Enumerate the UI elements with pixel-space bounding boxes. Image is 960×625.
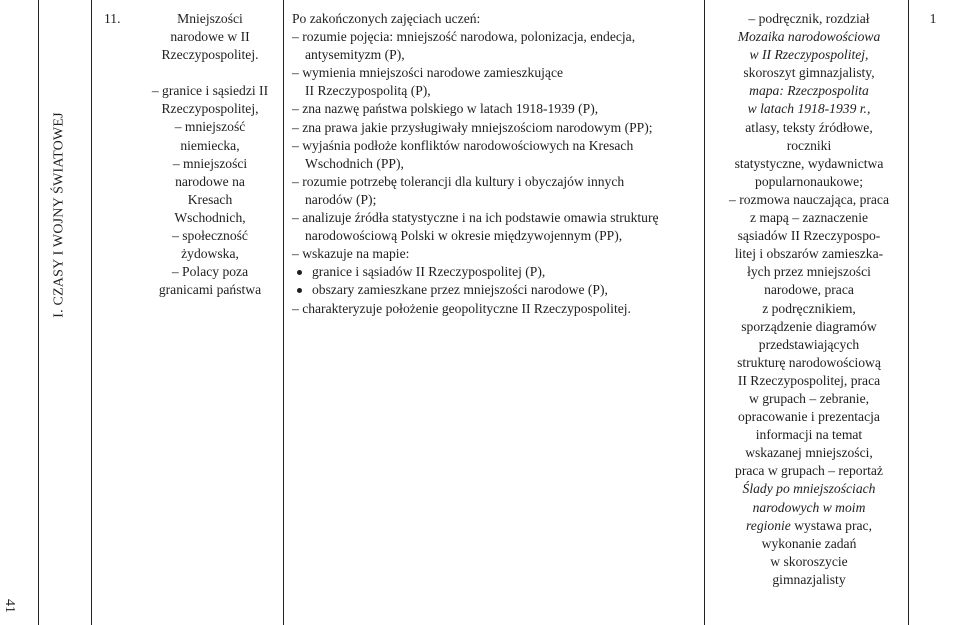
topic-cell — [144, 10, 276, 299]
topic-sub-line: – granice i sąsiedzi II — [151, 83, 269, 99]
materials-cell — [711, 10, 907, 589]
materials-line: narodowe, praca — [764, 282, 854, 298]
materials-line: roczniki — [786, 137, 832, 153]
lesson-number-text: 11. — [104, 11, 121, 26]
materials-line: w II Rzeczypospolitej, — [749, 47, 869, 63]
grid-line — [908, 0, 909, 625]
outcome-line: – wyjaśnia podłoże konfliktów narodowościowych na Kresach — [292, 137, 634, 153]
outcome-line: narodowościową Polski w okresie międzywojennym (PP), — [305, 228, 623, 244]
lesson-number — [104, 10, 134, 28]
page-number — [0, 596, 26, 616]
materials-line: informacji na temat — [755, 427, 863, 443]
materials-line: statystyczne, wydawnictwa — [734, 155, 884, 171]
topic-sub-line: Rzeczypospolitej, — [161, 101, 259, 117]
materials-line: popularnonaukowe; — [755, 173, 863, 189]
outcome-line: narodów (P); — [305, 191, 377, 207]
topic-sub-line: żydowska, — [181, 246, 239, 262]
materials-line: narodowych w moim — [752, 499, 866, 515]
materials-line: strukturę narodowościową — [737, 354, 881, 370]
topic-sub-line: granicami państwa — [158, 282, 262, 298]
outcomes-header: Po zakończonych zajęciach uczeń: — [292, 11, 481, 26]
materials-line: opracowanie i prezentacja — [738, 409, 880, 425]
materials-line-mixed — [711, 517, 907, 535]
outcome-line: antysemityzm (P), — [305, 47, 405, 63]
spacer — [144, 64, 276, 82]
grid-line — [704, 0, 705, 625]
outcome-line: – wymienia mniejszości narodowe zamieszkujące — [292, 65, 564, 81]
topic-sub-line: Wschodnich, — [174, 209, 246, 225]
outcome-bullet-item: granice i sąsiadów II Rzeczypospolitej (P), — [292, 263, 700, 281]
section-label — [40, 0, 80, 430]
grid-line — [38, 0, 39, 625]
topic-sub-line: – mniejszość — [174, 119, 246, 135]
topic-title-line: Mniejszości — [177, 11, 243, 26]
outcome-line: Wschodnich (PP), — [305, 155, 404, 171]
materials-line: przedstawiających — [758, 336, 860, 352]
page-number-text: 41 — [2, 599, 17, 613]
hours-text: 1 — [929, 11, 937, 26]
materials-line: łych przez mniejszości — [747, 264, 871, 280]
materials-line: litej i obszarów zamieszka- — [734, 246, 884, 262]
materials-line: – podręcznik, rozdział — [748, 11, 870, 26]
topic-sub-line: Kresach — [187, 191, 233, 207]
materials-line: Ślady po mniejszościach — [742, 481, 876, 497]
topic-sub-line: – społeczność — [172, 228, 248, 244]
outcome-line: – rozumie potrzebę tolerancji dla kultury i obyczajów innych — [292, 173, 625, 189]
outcomes-cell — [292, 10, 700, 318]
materials-line: praca w grupach – reportaż — [735, 463, 883, 479]
grid-line — [283, 0, 284, 625]
materials-line: II Rzeczypospolitej, praca — [737, 372, 881, 388]
outcome-line: – zna prawa jakie przysługiwały mniejszościom narodowym (PP); — [292, 119, 653, 135]
outcome-line: – rozumie pojęcia: mniejszość narodowa, polonizacja, endecja, — [292, 29, 636, 45]
topic-sub-line: – Polacy poza — [171, 264, 249, 280]
materials-line: w latach 1918-1939 r., — [747, 101, 871, 117]
materials-line: wykonanie zadań — [761, 535, 857, 551]
materials-line: z podręcznikiem, — [762, 300, 856, 316]
grid-line — [91, 0, 92, 625]
materials-line: sąsiadów II Rzeczypospo- — [737, 228, 881, 244]
outcome-bullet-item: obszary zamieszkane przez mniejszości narodowe (P), — [292, 281, 700, 299]
topic-sub-line: niemiecka, — [180, 137, 240, 153]
materials-line: wskazanej mniejszości, — [745, 445, 873, 461]
topic-title-line: Rzeczypospolitej. — [161, 47, 259, 63]
materials-line: skoroszyt gimnazjalisty, — [743, 65, 875, 81]
materials-line: atlasy, teksty źródłowe, — [745, 119, 873, 135]
materials-line: Mozaika narodowościowa — [737, 29, 881, 45]
materials-line: mapa: Rzeczpospolita — [749, 83, 869, 99]
topic-sub-line: – mniejszości — [172, 155, 248, 171]
materials-line: – rozmowa nauczająca, praca — [729, 191, 889, 207]
topic-sub-line: narodowe na — [175, 173, 245, 189]
topic-title-line: narodowe w II — [170, 29, 250, 45]
materials-line: sporządzenie diagramów — [741, 318, 877, 334]
outcome-line: II Rzeczypospolitą (P), — [305, 83, 431, 99]
outcome-line: – zna nazwę państwa polskiego w latach 1918-1939 (P), — [292, 101, 599, 117]
outcome-line: – analizuje źródła statystyczne i na ich podstawie omawia strukturę — [292, 210, 659, 226]
outcome-line: – charakteryzuje położenie geopolityczne II Rzeczypospolitej. — [292, 300, 631, 316]
materials-line: gimnazjalisty — [772, 571, 846, 587]
outcome-line: – wskazuje na mapie: — [292, 246, 410, 262]
section-label-text: I. CZASY I WOJNY ŚWIATOWEJ — [52, 112, 67, 318]
materials-line: z mapą – zaznaczenie — [749, 210, 869, 226]
materials-rest-text: wystawa prac, — [790, 517, 872, 533]
materials-line: w grupach – zebranie, — [748, 390, 870, 406]
materials-line: w skoroszycie — [770, 553, 848, 569]
hours-cell — [918, 10, 948, 28]
materials-italic-word: regionie — [746, 517, 791, 533]
